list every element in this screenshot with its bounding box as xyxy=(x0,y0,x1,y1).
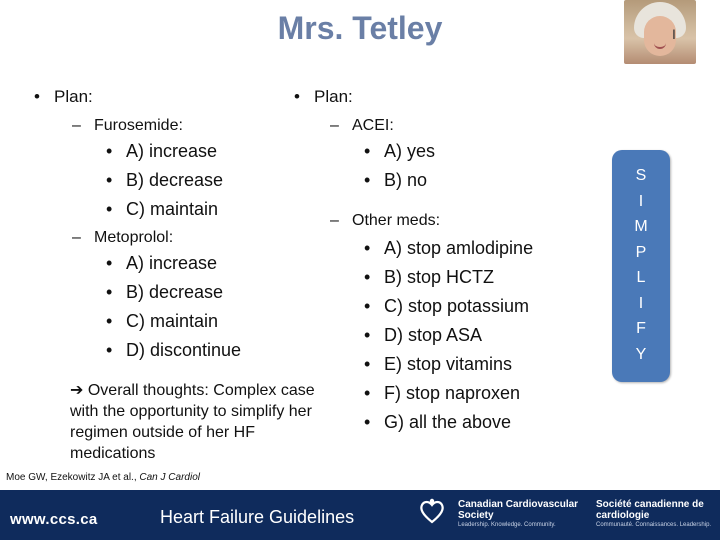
patient-photo xyxy=(624,0,696,64)
other-meds-option: • D) stop ASA xyxy=(364,325,482,346)
org-name-english: Canadian Cardiovascular Society Leadership. Knowledge. Community. xyxy=(458,499,579,528)
overall-thoughts-note: ➔ Overall thoughts: Complex case with the opportunity to simplify her regimen outside of her HF medications xyxy=(70,382,315,462)
metoprolol-option: • D) discontinue xyxy=(106,340,241,361)
simplify-letter: L xyxy=(636,269,646,286)
metoprolol-option: • B) decrease xyxy=(106,282,223,303)
simplify-letter: Y xyxy=(635,345,647,363)
acei-option: • A) yes xyxy=(364,141,435,162)
other-meds-option: • E) stop vitamins xyxy=(364,354,512,375)
metoprolol-label: – Metoprolol: xyxy=(72,229,173,247)
photo-mark: I xyxy=(672,26,676,42)
simplify-letter: P xyxy=(635,243,647,261)
other-meds-option: • G) all the above xyxy=(364,412,511,433)
reference-citation: Moe GW, Ezekowitz JA et al., Can J Cardiol xyxy=(6,472,200,483)
ccs-heart-logo-icon xyxy=(418,497,446,525)
simplify-letter: I xyxy=(638,192,644,210)
furosemide-option: • C) maintain xyxy=(106,199,218,220)
other-meds-option: • B) stop HCTZ xyxy=(364,267,494,288)
furosemide-label: – Furosemide: xyxy=(72,117,183,135)
simplify-letter: F xyxy=(636,320,646,337)
other-meds-option: • F) stop naproxen xyxy=(364,383,520,404)
arrow-right-icon: ➔ xyxy=(70,382,84,399)
acei-label: – ACEI: xyxy=(330,117,394,135)
left-plan-heading: • Plan: xyxy=(34,87,93,107)
org-name-french: Société canadienne de cardiologie Communauté. Connaissances. Leadership. xyxy=(596,499,712,528)
furosemide-option: • B) decrease xyxy=(106,170,223,191)
metoprolol-option: • C) maintain xyxy=(106,311,218,332)
right-plan-heading: • Plan: xyxy=(294,87,353,107)
simplify-letter: S xyxy=(635,167,647,184)
simplify-letter: M xyxy=(634,218,648,235)
other-meds-label: – Other meds: xyxy=(330,212,440,230)
furosemide-option: • A) increase xyxy=(106,141,217,162)
metoprolol-option: • A) increase xyxy=(106,253,217,274)
slide-title: Mrs. Tetley xyxy=(277,10,443,46)
simplify-letter: I xyxy=(638,294,644,312)
simplify-box xyxy=(612,150,670,382)
acei-option: • B) no xyxy=(364,170,427,191)
ccs-url-link[interactable]: www.ccs.ca xyxy=(10,511,98,528)
guidelines-title: Heart Failure Guidelines xyxy=(160,507,355,527)
other-meds-option: • C) stop potassium xyxy=(364,296,529,317)
other-meds-option: • A) stop amlodipine xyxy=(364,238,533,259)
